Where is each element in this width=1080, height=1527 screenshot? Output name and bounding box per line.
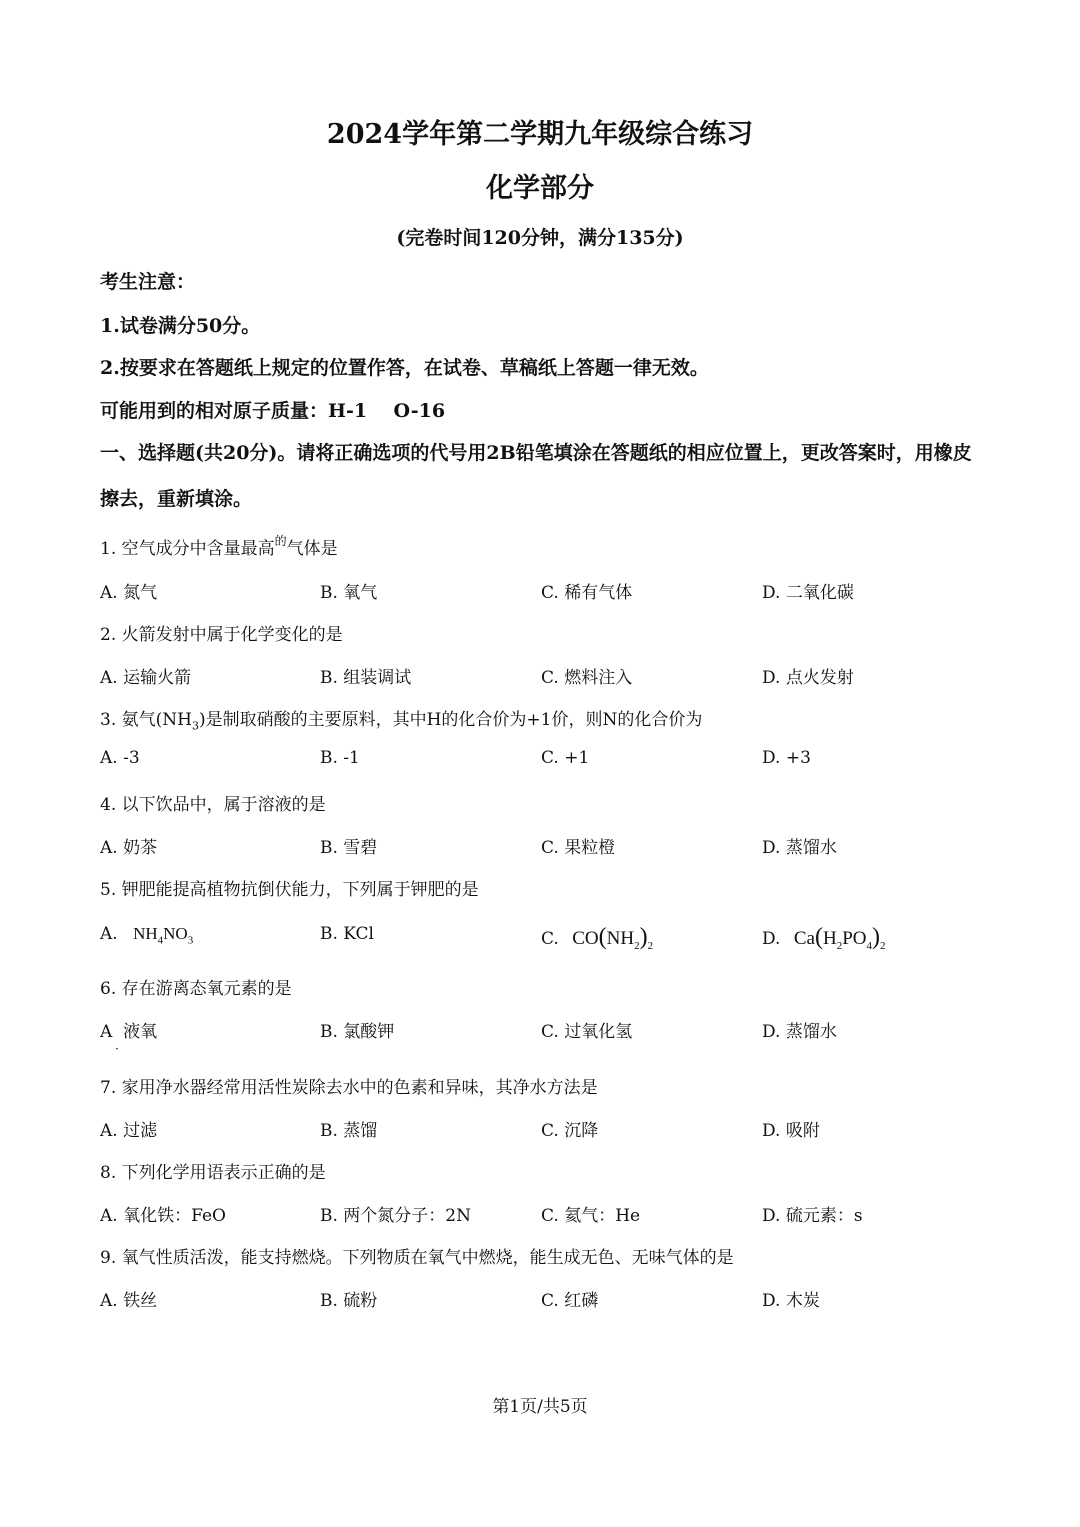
question-2-option-a: A. 运输火箭 bbox=[100, 668, 192, 688]
notice-item-1: 1.试卷满分50分。 bbox=[100, 315, 261, 337]
question-4-options bbox=[100, 833, 1000, 863]
question-5-stem: 5. 钾肥能提高植物抗倒伏能力，下列属于钾肥的是 bbox=[100, 880, 479, 900]
page-number: 第1页/共5页 bbox=[492, 1397, 588, 1417]
question-7-options bbox=[100, 1116, 1000, 1146]
question-4-option-d: D. 蒸馏水 bbox=[762, 838, 837, 858]
question-4-option-c: C. 果粒橙 bbox=[541, 838, 616, 858]
question-5-option-d-label: D. bbox=[762, 929, 781, 949]
question-5-option-c bbox=[541, 924, 653, 952]
question-3-option-d: D. +3 bbox=[762, 748, 811, 768]
question-3-stem-text: 3. 氨气(NH bbox=[100, 710, 192, 730]
stray-dot-mark: · bbox=[115, 1042, 119, 1056]
question-2-option-c: C. 燃料注入 bbox=[541, 668, 633, 688]
question-1-option-b: B. 氧气 bbox=[320, 583, 378, 603]
exam-title: 2024学年第二学期九年级综合练习 bbox=[326, 119, 754, 150]
question-8-option-c: C. 氦气：He bbox=[541, 1206, 641, 1226]
question-9-option-a: A. 铁丝 bbox=[100, 1291, 158, 1311]
question-2-options bbox=[100, 663, 1000, 693]
formula-nh4no3: $NH_4NO_3$ bbox=[133, 924, 194, 947]
subject-title: 化学部分 bbox=[486, 173, 594, 204]
question-5-option-c-label: C. bbox=[541, 929, 559, 949]
question-3-options bbox=[100, 748, 1000, 778]
question-3-stem bbox=[100, 705, 1000, 732]
atomic-mass-note: 可能用到的相对原子质量：H-1 O-16 bbox=[100, 400, 446, 422]
question-7-option-b: B. 蒸馏 bbox=[320, 1121, 378, 1141]
question-8-option-b: B. 两个氮分子：2N bbox=[320, 1206, 471, 1226]
question-6-options bbox=[100, 1017, 1000, 1047]
question-9-option-b: B. 硫粉 bbox=[320, 1291, 378, 1311]
question-9-option-d: D. 木炭 bbox=[762, 1291, 820, 1311]
question-8-option-d: D. 硫元素：s bbox=[762, 1206, 863, 1226]
question-1-option-c: C. 稀有气体 bbox=[541, 583, 633, 603]
question-6-option-d: D. 蒸馏水 bbox=[762, 1022, 837, 1042]
question-6-stem: 6. 存在游离态氧元素的是 bbox=[100, 979, 292, 999]
question-6-option-c: C. 过氧化氢 bbox=[541, 1022, 633, 1042]
question-8-option-a: A. 氧化铁：FeO bbox=[100, 1206, 226, 1226]
question-2-option-d: D. 点火发射 bbox=[762, 668, 854, 688]
question-1-stem-text: 1. 空气成分中含量最高 bbox=[100, 539, 275, 559]
question-6-option-a: A 液氧 bbox=[100, 1022, 158, 1042]
question-7-stem: 7. 家用净水器经常用活性炭除去水中的色素和异味，其净水方法是 bbox=[100, 1078, 598, 1098]
question-5-option-a-label: A. bbox=[100, 924, 118, 944]
formula-calcium-phosphate: $Ca(H_2PO_4)_2$ bbox=[793, 924, 886, 952]
question-6-option-b: B. 氯酸钾 bbox=[320, 1022, 395, 1042]
question-1-stem-text-end: 气体是 bbox=[286, 539, 338, 559]
question-8-options bbox=[100, 1201, 1000, 1231]
question-5-option-b: B. KCl bbox=[320, 924, 374, 944]
question-9-option-c: C. 红磷 bbox=[541, 1291, 599, 1311]
question-7-option-c: C. 沉降 bbox=[541, 1121, 599, 1141]
question-2-stem: 2. 火箭发射中属于化学变化的是 bbox=[100, 625, 343, 645]
question-1-stem bbox=[100, 534, 1000, 559]
question-2-option-b: B. 组装调试 bbox=[320, 668, 412, 688]
question-4-stem: 4. 以下饮品中，属于溶液的是 bbox=[100, 795, 326, 815]
question-1-option-a: A. 氮气 bbox=[100, 583, 158, 603]
question-5-option-d bbox=[762, 924, 885, 952]
question-3-stem-text-end: )是制取硝酸的主要原料，其中H的化合价为+1价，则N的化合价为 bbox=[198, 710, 703, 730]
question-7-option-a: A. 过滤 bbox=[100, 1121, 158, 1141]
question-1-option-d: D. 二氧化碳 bbox=[762, 583, 854, 603]
question-7-option-d: D. 吸附 bbox=[762, 1121, 820, 1141]
notice-item-2: 2.按要求在答题纸上规定的位置作答，在试卷、草稿纸上答题一律无效。 bbox=[100, 357, 709, 379]
question-5-option-a bbox=[100, 924, 193, 946]
question-3-option-a: A. -3 bbox=[100, 748, 140, 768]
question-8-stem: 8. 下列化学用语表示正确的是 bbox=[100, 1163, 326, 1183]
question-4-option-a: A. 奶茶 bbox=[100, 838, 158, 858]
notice-heading: 考生注意： bbox=[100, 271, 196, 293]
question-4-option-b: B. 雪碧 bbox=[320, 838, 378, 858]
question-1-stem-sup: 的 bbox=[274, 534, 287, 548]
exam-time-info: (完卷时间120分钟，满分135分) bbox=[396, 227, 684, 249]
question-1-options bbox=[100, 578, 1000, 608]
question-3-option-c: C. +1 bbox=[541, 748, 590, 768]
question-3-stem-sub: 3 bbox=[191, 719, 199, 733]
question-9-options bbox=[100, 1286, 1000, 1316]
question-5-options bbox=[100, 924, 1000, 954]
question-9-stem: 9. 氧气性质活泼，能支持燃烧。下列物质在氧气中燃烧，能生成无色、无味气体的是 bbox=[100, 1248, 734, 1268]
question-3-option-b: B. -1 bbox=[320, 748, 360, 768]
formula-urea: $CO(NH_2)_2$ bbox=[572, 924, 654, 952]
section-1-heading: 一、选择题(共20分)。请将正确选项的代号用2B铅笔填涂在答题纸的相应位置上，更改答案时，用橡皮擦去，重新填涂。 bbox=[100, 442, 972, 510]
